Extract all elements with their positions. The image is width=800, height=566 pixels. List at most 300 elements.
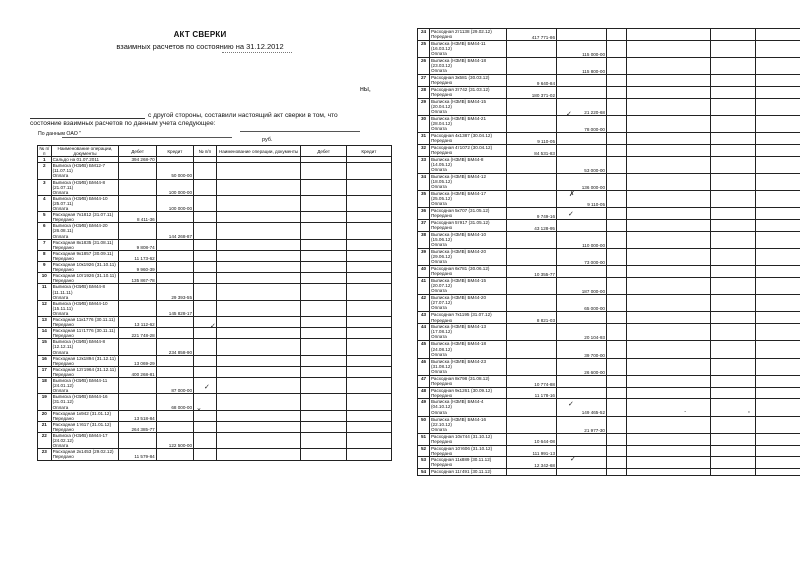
table-row bbox=[418, 324, 800, 341]
operation-line: Оплата bbox=[431, 334, 447, 340]
table-row bbox=[418, 433, 800, 445]
table-row bbox=[418, 375, 800, 387]
counterparty-operation-cell bbox=[216, 410, 301, 421]
operation-cell bbox=[430, 57, 507, 74]
row-number: 13 bbox=[38, 317, 52, 328]
counterparty-no-cell bbox=[194, 212, 217, 223]
debit-cell bbox=[119, 284, 156, 300]
table-row bbox=[418, 133, 800, 145]
counterparty-debit-cell bbox=[301, 250, 346, 261]
counterparty-no-cell bbox=[194, 284, 217, 300]
col-no-header: № п/п bbox=[39, 146, 50, 157]
operation-cell bbox=[430, 469, 507, 475]
counterparty-debit-cell bbox=[711, 266, 756, 278]
counterparty-debit-cell bbox=[301, 421, 346, 432]
operation-line: (11.11.11) bbox=[52, 289, 73, 295]
operation-cell bbox=[430, 144, 507, 156]
operation-line: Передано bbox=[52, 454, 74, 460]
row-number: 12 bbox=[38, 300, 52, 316]
table-row bbox=[38, 339, 392, 355]
operation-line: Выписка (НЗИВ) БМ44-8 bbox=[431, 156, 484, 162]
operation-cell bbox=[430, 324, 507, 341]
counterparty-credit-cell bbox=[756, 249, 800, 266]
counterparty-operation-cell bbox=[627, 341, 711, 358]
operation-line: Оплата bbox=[431, 368, 447, 374]
counterparty-operation-cell bbox=[216, 273, 301, 284]
counterparty-credit-cell bbox=[756, 266, 800, 278]
counterparty-no-cell bbox=[194, 421, 217, 432]
counterparty-operation-cell bbox=[216, 262, 301, 273]
operation-cell bbox=[51, 179, 119, 195]
row-number: 5 bbox=[38, 212, 52, 223]
operation-line: (31.01.12) bbox=[52, 399, 74, 405]
counterparty-debit-cell bbox=[711, 75, 756, 87]
table-row bbox=[418, 75, 800, 87]
table-row bbox=[418, 295, 800, 312]
counterparty-no-cell bbox=[607, 75, 627, 87]
counterparty-debit-cell bbox=[301, 163, 346, 179]
debit-cell: 180 371-02 bbox=[507, 86, 557, 98]
counterparty-operation-cell bbox=[216, 179, 301, 195]
operation-line: Расходная 5к707 (31.05.12) bbox=[431, 208, 490, 214]
operation-line: Передано bbox=[431, 438, 453, 444]
table-row bbox=[418, 312, 800, 324]
counterparty-operation-cell bbox=[216, 378, 301, 394]
debit-cell: 11 579-84 bbox=[119, 449, 156, 460]
counterparty-credit-cell bbox=[756, 115, 800, 132]
table-row bbox=[38, 421, 392, 432]
debit-cell: 10 355-77 bbox=[507, 266, 557, 278]
operation-line: Выписка (НЗИВ) БМ44-10 bbox=[431, 231, 487, 237]
credit-cell bbox=[156, 262, 193, 273]
counterparty-credit-cell bbox=[346, 163, 391, 179]
row-number: 30 bbox=[418, 115, 430, 132]
operation-line: Оплата bbox=[431, 242, 447, 248]
table-row bbox=[418, 220, 800, 232]
counterparty-no-cell bbox=[607, 278, 627, 295]
counterparty-debit-cell bbox=[711, 208, 756, 220]
operation-cell bbox=[51, 273, 119, 284]
row-number: 1 bbox=[38, 157, 52, 163]
operation-line: Выписка (НЗИВ) БМ44-21 bbox=[431, 115, 487, 121]
counterparty-debit-cell bbox=[711, 191, 756, 208]
counterparty-credit-cell bbox=[756, 457, 800, 469]
operation-cell bbox=[51, 449, 119, 460]
table-row bbox=[38, 262, 392, 273]
table-row bbox=[418, 387, 800, 399]
operation-cell bbox=[430, 208, 507, 220]
counterparty-operation-cell bbox=[216, 195, 301, 211]
debit-cell: 11 173-62 bbox=[119, 250, 156, 261]
table-row bbox=[418, 29, 800, 41]
counterparty-credit-cell bbox=[346, 433, 391, 449]
debit-cell bbox=[507, 173, 557, 190]
right-page bbox=[408, 0, 800, 566]
counterparty-operation-cell bbox=[216, 328, 301, 339]
counterparty-debit-cell bbox=[711, 324, 756, 341]
operation-line: Оплата bbox=[431, 288, 447, 294]
counterparty-debit-cell bbox=[711, 375, 756, 387]
operation-line: Выписка (НЗИВ) БМ44-16 bbox=[431, 416, 487, 422]
counterparty-credit-cell bbox=[346, 300, 391, 316]
row-number: 26 bbox=[418, 57, 430, 74]
operation-cell bbox=[51, 300, 119, 316]
counterparty-no-cell bbox=[194, 163, 217, 179]
counterparty-operation-cell bbox=[627, 29, 711, 41]
counterparty-credit-cell bbox=[756, 173, 800, 190]
credit-cell bbox=[557, 433, 607, 445]
counterparty-debit-cell bbox=[711, 312, 756, 324]
counterparty-blank-line bbox=[240, 131, 360, 132]
debit-cell: 400 268-81 bbox=[119, 366, 156, 377]
counterparty-credit-cell bbox=[756, 341, 800, 358]
credit-cell bbox=[557, 220, 607, 232]
table-header-row bbox=[38, 146, 392, 157]
company-blank-line bbox=[62, 137, 232, 138]
counterparty-credit-cell bbox=[756, 358, 800, 375]
operation-line: Выписка (НЗИВ) БМ44-4 bbox=[431, 399, 484, 405]
operation-line: Оплата bbox=[431, 68, 447, 74]
debit-cell bbox=[507, 358, 557, 375]
counterparty-operation-cell bbox=[216, 355, 301, 366]
counterparty-no-cell bbox=[607, 133, 627, 145]
credit-cell: 122 500-00 bbox=[156, 433, 193, 449]
counterparty-no-cell bbox=[607, 98, 627, 115]
operation-line: Передано bbox=[431, 213, 453, 219]
counterparty-debit-cell bbox=[711, 231, 756, 248]
counterparty-debit-cell bbox=[711, 469, 756, 475]
counterparty-operation-cell bbox=[216, 284, 301, 300]
counterparty-credit-cell bbox=[756, 445, 800, 457]
operation-cell bbox=[430, 433, 507, 445]
row-number: 38 bbox=[418, 231, 430, 248]
operation-line: Расходная 3т742 (31.03.12) bbox=[431, 86, 490, 92]
credit-cell bbox=[557, 266, 607, 278]
operation-line: Выписка (НЗИВ) БМ44-8 bbox=[52, 339, 106, 345]
counterparty-no-cell bbox=[607, 40, 627, 57]
credit-cell bbox=[557, 144, 607, 156]
table-row bbox=[38, 366, 392, 377]
row-number: 40 bbox=[418, 266, 430, 278]
counterparty-no-cell bbox=[194, 179, 217, 195]
credit-cell: 136 000-00 bbox=[557, 173, 607, 190]
operation-line: Расходная 11к1776 (30.11.11) bbox=[52, 317, 116, 322]
checkmark-icon: ✓ bbox=[566, 110, 572, 118]
operation-line: Передано bbox=[431, 80, 453, 86]
operation-line: Расходная 6к781 (30.06.12) bbox=[431, 266, 490, 272]
stray-mark: · bbox=[684, 408, 687, 416]
counterparty-operation-cell bbox=[216, 212, 301, 223]
row-number: 39 bbox=[418, 249, 430, 266]
debit-cell bbox=[507, 416, 557, 433]
operation-line: Оплата bbox=[52, 404, 69, 410]
counterparty-no-cell bbox=[607, 433, 627, 445]
debit-cell: 13 518-84 bbox=[119, 410, 156, 421]
debit-cell: 8 821-03 bbox=[507, 312, 557, 324]
operation-line: Передано bbox=[52, 217, 74, 223]
tick-mark-icon: ⌄ bbox=[196, 404, 202, 412]
debit-cell: 12 342-68 bbox=[507, 457, 557, 469]
operation-line: Передано bbox=[52, 360, 74, 366]
table-row bbox=[418, 144, 800, 156]
table-row bbox=[418, 469, 800, 475]
debit-cell: 111 991-13 bbox=[507, 445, 557, 457]
counterparty-no-cell bbox=[194, 262, 217, 273]
table-row bbox=[418, 208, 800, 220]
counterparty-credit-cell bbox=[756, 295, 800, 312]
counterparty-operation-cell bbox=[627, 231, 711, 248]
counterparty-credit-cell bbox=[756, 387, 800, 399]
operation-cell bbox=[51, 317, 119, 328]
credit-cell: 110 000-00 bbox=[557, 231, 607, 248]
operation-cell bbox=[430, 266, 507, 278]
counterparty-debit-cell bbox=[301, 195, 346, 211]
credit-cell: 100 000-00 bbox=[156, 195, 193, 211]
counterparty-operation-cell bbox=[627, 469, 711, 475]
operation-line: Расходная 4т1072 (30.04.12) bbox=[431, 144, 493, 150]
counterparty-credit-cell bbox=[346, 449, 391, 460]
operation-line: Выписка (НЗИВ) БМ44-8 bbox=[52, 179, 106, 185]
table-row bbox=[38, 378, 392, 394]
credit-cell bbox=[156, 273, 193, 284]
row-number: 53 bbox=[418, 457, 430, 469]
counterparty-no-cell bbox=[194, 223, 217, 239]
operation-line: Передано bbox=[431, 380, 453, 386]
operation-line: Передано bbox=[52, 333, 74, 339]
counterparty-credit-cell bbox=[756, 156, 800, 173]
table-row bbox=[38, 179, 392, 195]
operation-line: (27.07.12) bbox=[431, 300, 452, 306]
table-row bbox=[38, 433, 392, 449]
credit-cell: 87 000-00 bbox=[156, 378, 193, 394]
counterparty-operation-cell bbox=[627, 278, 711, 295]
counterparty-operation-cell bbox=[627, 249, 711, 266]
counterparty-no-cell bbox=[194, 355, 217, 366]
counterparty-debit-cell bbox=[711, 133, 756, 145]
operation-line: (24.01.12) bbox=[52, 383, 74, 389]
operation-line: Оплата bbox=[431, 166, 447, 172]
row-number: 27 bbox=[418, 75, 430, 87]
operation-line: Выписка (НЗИВ) БМ44-20 bbox=[431, 249, 487, 255]
table-row bbox=[418, 416, 800, 433]
operation-cell bbox=[430, 375, 507, 387]
row-number: 34 bbox=[418, 173, 430, 190]
operation-line: Передано bbox=[431, 138, 453, 144]
counterparty-credit-cell bbox=[346, 223, 391, 239]
operation-cell bbox=[430, 86, 507, 98]
operation-line: Расходная 1т617 (31.01.12) bbox=[52, 421, 112, 427]
operation-cell bbox=[51, 262, 119, 273]
counterparty-no-cell bbox=[607, 457, 627, 469]
operation-line: Оплата bbox=[431, 184, 447, 190]
credit-cell: 21 977-30 bbox=[557, 416, 607, 433]
row-number: 17 bbox=[38, 366, 52, 377]
operation-line: Расходная 5т917 (31.05.12) bbox=[431, 220, 490, 226]
counterparty-operation-cell bbox=[216, 339, 301, 355]
counterparty-debit-cell bbox=[711, 445, 756, 457]
counterparty-no-cell bbox=[194, 195, 217, 211]
operation-cell bbox=[51, 328, 119, 339]
counterparty-operation-cell bbox=[627, 115, 711, 132]
row-number: 43 bbox=[418, 312, 430, 324]
operation-line: (15.11.11) bbox=[52, 305, 73, 311]
counterparty-credit-cell bbox=[346, 179, 391, 195]
counterparty-credit-cell bbox=[346, 262, 391, 273]
operation-line: Расходная 7к1195 (31.07.12) bbox=[431, 312, 492, 318]
debit-cell bbox=[507, 115, 557, 132]
counterparty-operation-cell bbox=[627, 375, 711, 387]
counterparty-operation-cell bbox=[627, 399, 711, 416]
counterparty-operation-cell bbox=[216, 163, 301, 179]
operation-line: Расходная 10к1926 (31.10.11) bbox=[52, 262, 116, 268]
counterparty-credit-cell bbox=[346, 410, 391, 421]
operation-line: (25.05.12) bbox=[431, 196, 452, 202]
credit-cell: 115 000-00 bbox=[557, 40, 607, 57]
table-row bbox=[418, 249, 800, 266]
operation-line: Расходная 1к942 (31.01.12) bbox=[52, 410, 112, 416]
operation-cell bbox=[430, 249, 507, 266]
credit-cell bbox=[557, 133, 607, 145]
operation-line: Расходная 3к581 (30.03.12) bbox=[431, 75, 490, 81]
row-number: 31 bbox=[418, 133, 430, 145]
operation-line: Оплата bbox=[52, 349, 69, 355]
operation-line: Расходная 10т1926 (31.10.11) bbox=[52, 273, 116, 279]
operation-line: Передано bbox=[431, 225, 453, 231]
row-number: 37 bbox=[418, 220, 430, 232]
intro-paragraph: с другой стороны, составили настоящий акт сверки в том, что состояние взаимных расчетов по данным учета следующее: bbox=[30, 112, 338, 127]
debit-cell: 13 069-29 bbox=[119, 355, 156, 366]
operation-line: Оплата bbox=[52, 294, 69, 300]
counterparty-no-cell bbox=[607, 324, 627, 341]
operation-line: (17.08.12) bbox=[431, 329, 452, 335]
counterparty-operation-cell bbox=[216, 223, 301, 239]
operation-line: Оплата bbox=[431, 108, 447, 114]
party-text-fragment: ны, bbox=[360, 86, 371, 93]
credit-cell: 29 393-55 bbox=[156, 284, 193, 300]
debit-cell bbox=[507, 156, 557, 173]
counterparty-debit-cell bbox=[301, 433, 346, 449]
operation-line: Выписка (НЗИВ) БМ44-10 bbox=[52, 300, 108, 306]
counterparty-credit-cell bbox=[756, 416, 800, 433]
counterparty-debit-cell bbox=[711, 40, 756, 57]
operation-line: Оплата bbox=[52, 233, 69, 239]
debit-cell: 10 774-88 bbox=[507, 375, 557, 387]
counterparty-operation-cell bbox=[627, 220, 711, 232]
credit-cell: 145 828-17 bbox=[156, 300, 193, 316]
counterparty-debit-cell bbox=[711, 156, 756, 173]
operation-line: Передано bbox=[52, 322, 74, 328]
counterparty-credit-cell bbox=[756, 191, 800, 208]
counterparty-operation-cell bbox=[627, 208, 711, 220]
row-number: 14 bbox=[38, 328, 52, 339]
counterparty-operation-cell bbox=[627, 324, 711, 341]
counterparty-debit-cell bbox=[301, 284, 346, 300]
credit-cell bbox=[156, 449, 193, 460]
table-row bbox=[418, 115, 800, 132]
operation-cell bbox=[430, 416, 507, 433]
checkmark-icon: ✓ bbox=[570, 455, 576, 463]
table-row bbox=[418, 98, 800, 115]
counterparty-credit-cell bbox=[756, 220, 800, 232]
counterparty-operation-cell bbox=[627, 57, 711, 74]
operation-cell bbox=[430, 341, 507, 358]
row-number: 49 bbox=[418, 399, 430, 416]
counterparty-no-cell bbox=[607, 208, 627, 220]
counterparty-debit-cell bbox=[301, 317, 346, 328]
debit-cell bbox=[507, 231, 557, 248]
debit-cell: 13 112-62 bbox=[119, 317, 156, 328]
counterparty-no-cell bbox=[194, 273, 217, 284]
counterparty-no-cell bbox=[607, 266, 627, 278]
operation-cell bbox=[51, 394, 119, 410]
operation-line: Оплата bbox=[431, 50, 447, 56]
reconciliation-table-left bbox=[37, 145, 392, 461]
operation-line: (25.07.11) bbox=[52, 200, 74, 206]
row-number: 4 bbox=[38, 195, 52, 211]
by-data-label: По данным ОАО " bbox=[38, 131, 82, 137]
credit-cell bbox=[156, 212, 193, 223]
counterparty-operation-cell bbox=[627, 358, 711, 375]
counterparty-no-cell bbox=[607, 312, 627, 324]
credit-cell bbox=[557, 75, 607, 87]
counterparty-debit-cell bbox=[711, 173, 756, 190]
credit-cell bbox=[557, 86, 607, 98]
table-row bbox=[418, 399, 800, 416]
counterparty-operation-cell bbox=[627, 173, 711, 190]
row-number: 46 bbox=[418, 358, 430, 375]
counterparty-credit-cell bbox=[756, 278, 800, 295]
operation-line: Оплата bbox=[52, 443, 69, 449]
counterparty-operation-cell bbox=[627, 387, 711, 399]
operation-line: Передано bbox=[52, 244, 74, 250]
operation-line: (29.06.12) bbox=[431, 254, 452, 260]
counterparty-no-cell bbox=[607, 86, 627, 98]
counterparty-credit-cell bbox=[756, 57, 800, 74]
operation-line: Оплата bbox=[52, 388, 69, 394]
operation-cell bbox=[430, 231, 507, 248]
table-row bbox=[418, 457, 800, 469]
debit-cell bbox=[119, 300, 156, 316]
counterparty-debit-cell bbox=[711, 144, 756, 156]
col-debit-header: Дебет bbox=[119, 146, 156, 157]
counterparty-credit-cell bbox=[756, 375, 800, 387]
counterparty-no-cell bbox=[607, 191, 627, 208]
operation-cell bbox=[51, 195, 119, 211]
counterparty-credit-cell bbox=[756, 324, 800, 341]
operation-cell bbox=[51, 223, 119, 239]
counterparty-credit-cell bbox=[346, 195, 391, 211]
counterparty-debit-cell bbox=[711, 278, 756, 295]
counterparty-operation-cell bbox=[627, 144, 711, 156]
operation-line: Расходная 8к798 (31.08.12) bbox=[431, 375, 490, 381]
operation-line: Выписка (НЗИВ) БМ44-15 bbox=[431, 98, 487, 104]
operation-cell bbox=[430, 457, 507, 469]
counterparty-no-cell bbox=[194, 300, 217, 316]
debit-cell bbox=[507, 469, 557, 475]
debit-cell: 10 644-08 bbox=[507, 433, 557, 445]
debit-cell: 9 960-39 bbox=[119, 262, 156, 273]
debit-cell bbox=[507, 40, 557, 57]
operation-line: Расходная 12к1894 (31.12.11) bbox=[52, 355, 116, 361]
counterparty-credit-cell bbox=[756, 144, 800, 156]
counterparty-no-cell bbox=[607, 469, 627, 475]
operation-cell bbox=[430, 445, 507, 457]
debit-cell bbox=[507, 57, 557, 74]
counterparty-credit-cell bbox=[756, 29, 800, 41]
row-number: 29 bbox=[418, 98, 430, 115]
operation-cell bbox=[430, 358, 507, 375]
reconciliation-table-right bbox=[417, 28, 800, 476]
